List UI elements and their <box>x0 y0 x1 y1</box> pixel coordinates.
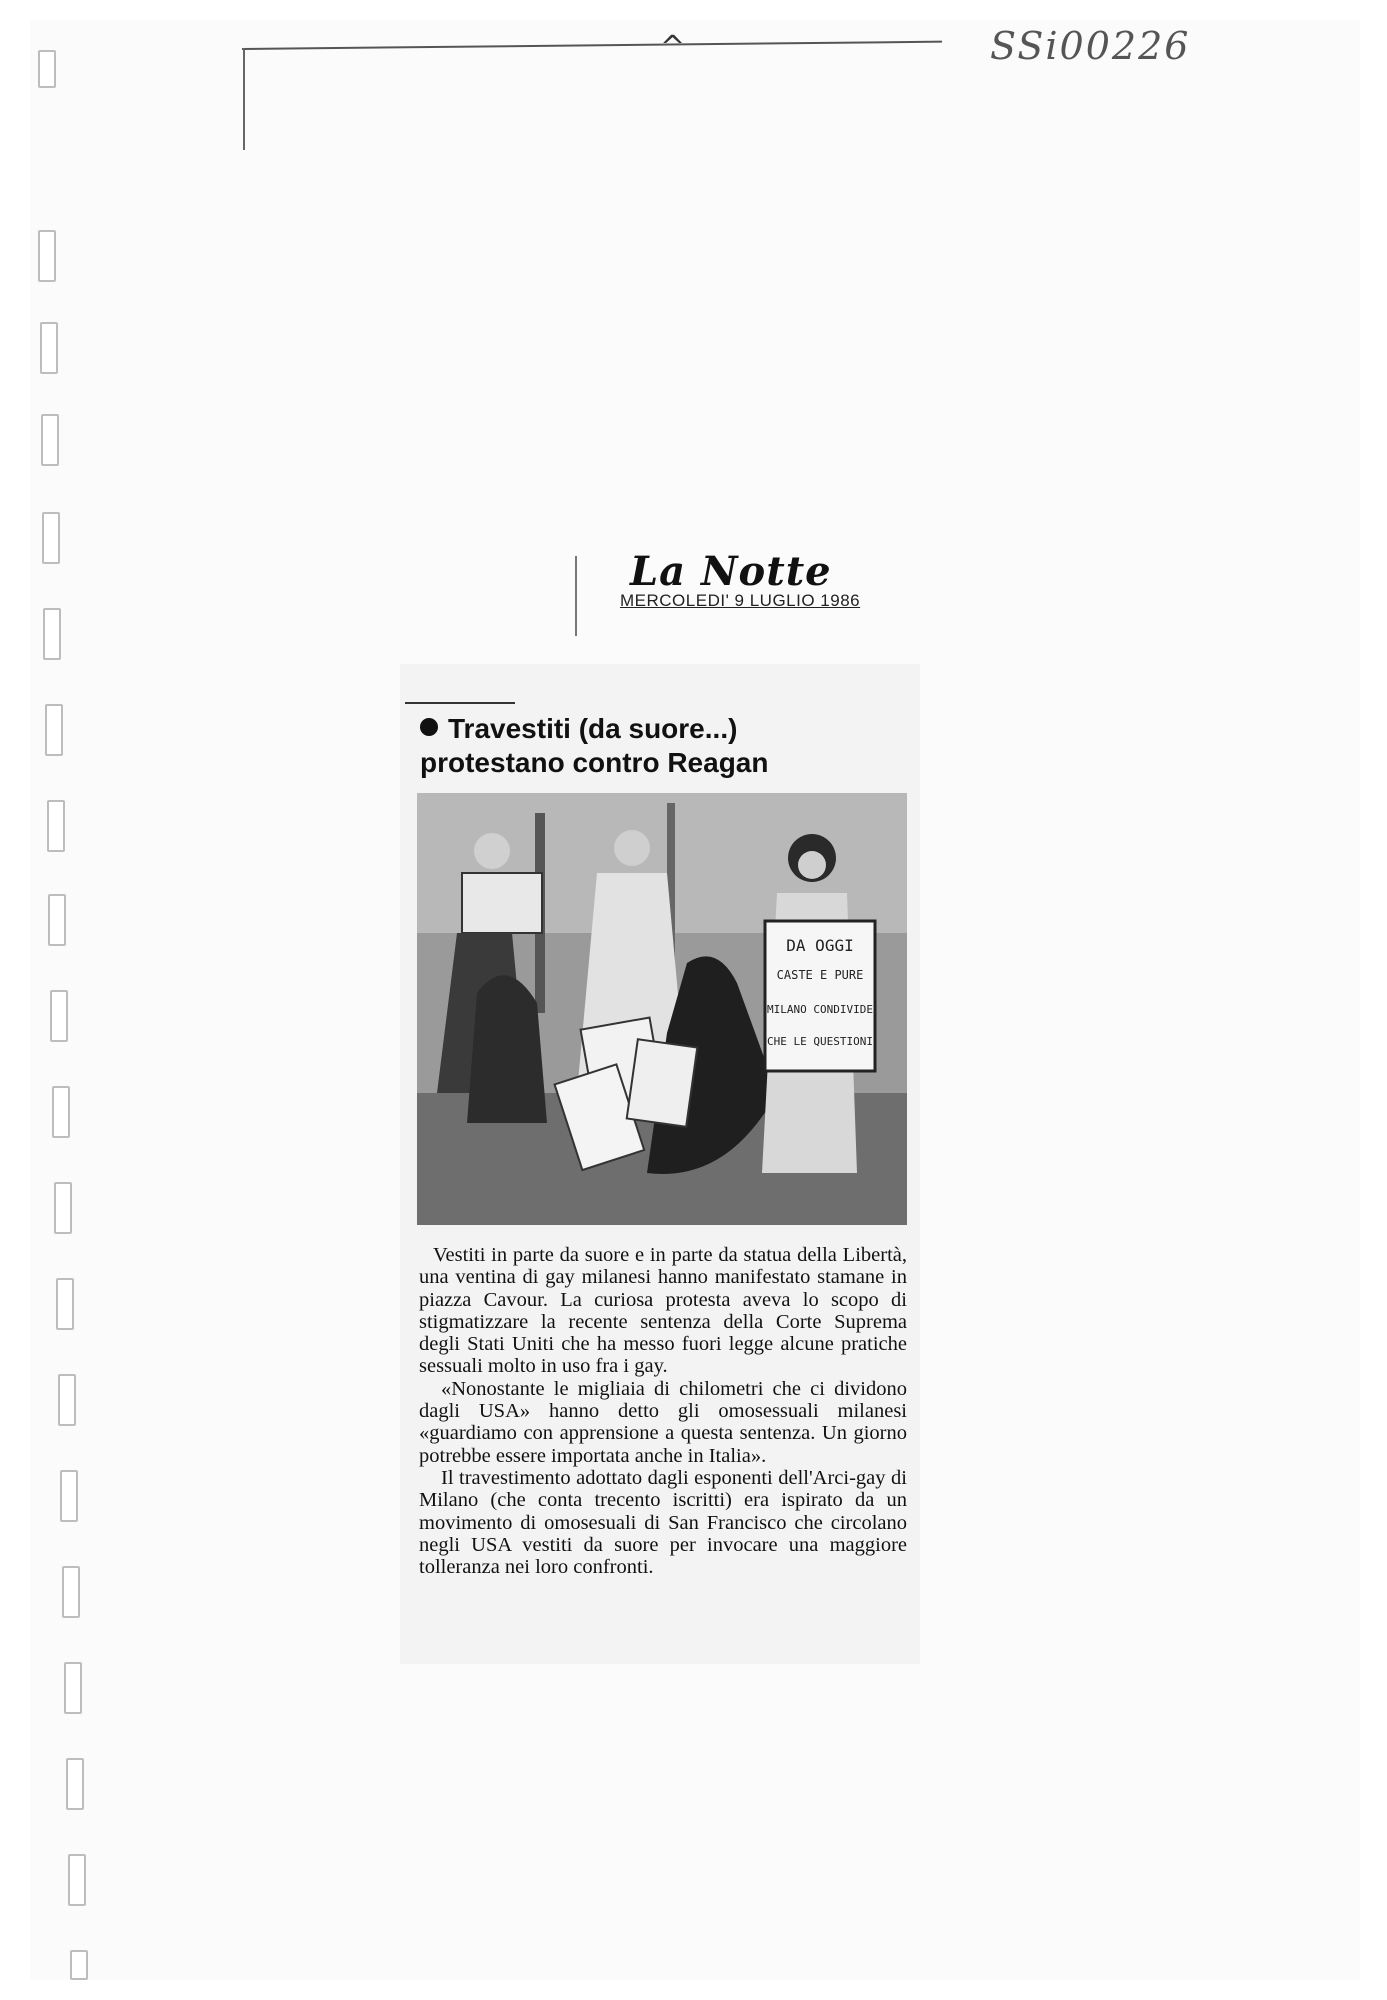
binder-hole <box>60 1470 78 1522</box>
protest-photo-illustration <box>417 793 907 1225</box>
sign-line-4: CHE LE QUESTIONI <box>767 1035 873 1048</box>
left-border-line <box>243 48 245 150</box>
sign-line-1: DA OGGI <box>786 936 854 955</box>
binder-hole <box>45 704 63 756</box>
binder-hole <box>66 1758 84 1810</box>
binder-hole <box>50 990 68 1042</box>
binder-hole <box>52 1086 70 1138</box>
binder-hole <box>43 608 61 660</box>
binder-hole <box>38 50 56 88</box>
binder-hole <box>64 1662 82 1714</box>
article-paragraph-2: «Nonostante le migliaia di chilometri che ci dividono dagli USA» hanno detto gli omosessuali milanesi «guardiamo con apprensione a questa sentenza. Un giorno potrebbe essere importata anche in Italia». <box>419 1377 907 1467</box>
article-paragraph-1: Vestiti in parte da suore e in parte da statua della Libertà, una ventina di gay milanesi hanno manifestato stamane in piazza Cavour. La curiosa protesta aveva lo scopo di stigmatizzare la recente sentenza della Corte Suprema degli Stati Uniti che ha messo fuori legge alcune pratiche sessuali molto in uso fra i gay. <box>419 1244 907 1378</box>
headline-rule <box>405 702 515 704</box>
publication-date: MERCOLEDI' 9 LUGLIO 1986 <box>620 591 861 610</box>
binder-hole <box>48 894 66 946</box>
reference-code: SSi00226 <box>990 24 1191 68</box>
sign-line-3: MILANO CONDIVIDE <box>767 1003 873 1016</box>
binder-hole <box>68 1854 86 1906</box>
binder-hole <box>42 512 60 564</box>
binder-hole <box>47 800 65 852</box>
bullet-icon <box>420 718 438 736</box>
binder-hole <box>38 230 56 282</box>
binder-hole <box>62 1566 80 1618</box>
masthead <box>560 548 900 611</box>
newspaper-name: La Notte <box>630 548 832 595</box>
caret-mark: ^ <box>660 30 686 65</box>
headline-line-2: protestano contro Reagan <box>420 747 769 778</box>
binder-hole <box>41 414 59 466</box>
article-photo <box>417 793 907 1225</box>
article-paragraph-3: Il travestimento adottato dagli esponenti dell'Arci-gay di Milano (che conta trecento iscritti) era ispirato da un movimento di omosesuali di San Francisco che circolano negli USA vestiti da suore per invocare una maggiore tolleranza nei loro confronti. <box>419 1466 907 1579</box>
binder-hole <box>54 1182 72 1234</box>
article-headline <box>420 712 900 780</box>
binder-hole <box>70 1950 88 1980</box>
binder-hole <box>56 1278 74 1330</box>
article-body <box>419 1244 907 1578</box>
binder-hole <box>40 322 58 374</box>
binder-hole <box>58 1374 76 1426</box>
headline-line-1: Travestiti (da suore...) <box>448 713 738 744</box>
sign-line-2: CASTE E PURE <box>776 968 864 982</box>
